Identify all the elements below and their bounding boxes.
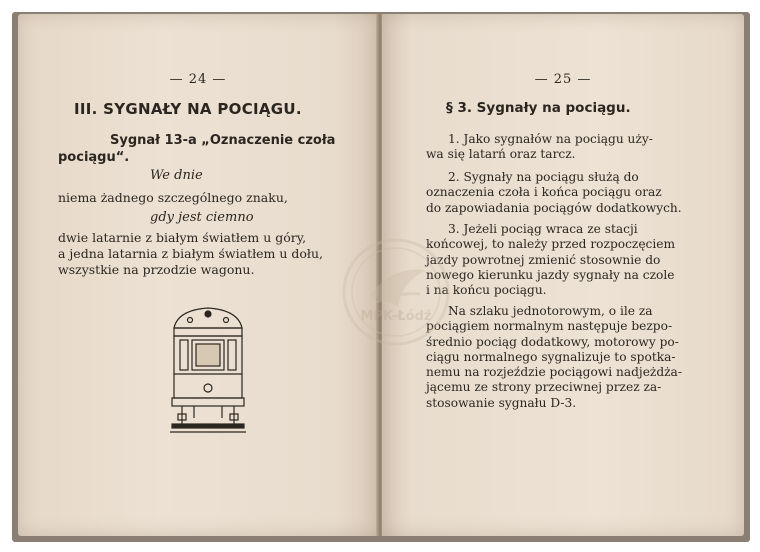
watermark-stamp bbox=[340, 236, 452, 348]
paragraph-line: 2. Sygnały na pociągu służą do bbox=[448, 170, 639, 184]
paragraph-line: nowego kierunku jazdy sygnały na czole bbox=[426, 267, 675, 282]
paragraph-2 bbox=[426, 170, 724, 216]
section-title-right: § 3. Sygnały na pociągu. bbox=[446, 100, 631, 116]
paragraph-line: jazdy powrotnej zmienić stosownie do bbox=[426, 252, 661, 267]
paragraph-line: końcowej, to należy przed rozpoczęciem bbox=[426, 237, 676, 252]
dark-text-line: wszystkie na przodzie wagonu. bbox=[58, 262, 255, 277]
paragraph-line: ciągu normalnego sygnalizuje to spotka- bbox=[426, 349, 676, 364]
page-number-left: — 24 — bbox=[169, 72, 227, 87]
paragraph-line: stosowanie sygnału D-3. bbox=[426, 395, 577, 410]
open-booklet bbox=[12, 10, 750, 542]
paragraph-1 bbox=[426, 132, 724, 163]
paragraph-line: Na szlaku jednotorowym, o ile za bbox=[448, 304, 653, 318]
section-title-left: III. SYGNAŁY NA POCIĄGU. bbox=[74, 100, 302, 118]
watermark-text: MPK-Łódź bbox=[360, 309, 432, 324]
paragraph-3 bbox=[426, 222, 724, 298]
signal-title-line-2: pociągu“. bbox=[58, 150, 130, 165]
paragraph-line: 3. Jeżeli pociąg wraca ze stacji bbox=[448, 222, 638, 236]
dark-text bbox=[58, 230, 368, 278]
paragraph-line: pociągiem normalnym następuje bezpo- bbox=[426, 319, 673, 334]
paragraph-line: średnio pociąg dodatkowy, motorowy po- bbox=[426, 334, 679, 349]
paragraph-line: nemu na rozjeździe pociągowi nadjeżdża- bbox=[426, 365, 682, 380]
paragraph-4 bbox=[426, 304, 724, 411]
dark-text-line: dwie latarnie z białym światłem u góry, bbox=[58, 230, 307, 245]
signal-title bbox=[58, 132, 358, 166]
signal-title-line-1: Sygnał 13-a „Oznaczenie czoła bbox=[110, 133, 336, 148]
left-page bbox=[18, 14, 378, 536]
day-text: niema żadnego szczególnego znaku, bbox=[58, 190, 288, 205]
paragraph-line: do zapowiadania pociągów dodatkowych. bbox=[426, 200, 682, 215]
dark-label: gdy jest ciemno bbox=[150, 210, 254, 225]
paragraph-line: wa się latarń oraz tarcz. bbox=[426, 147, 576, 162]
paragraph-line: jącemu ze strony przeciwnej przez za- bbox=[426, 380, 662, 395]
tram-front-illustration bbox=[168, 306, 248, 446]
dark-text-line: a jedna latarnia z białym światłem u dołu, bbox=[58, 246, 323, 261]
paragraph-line: 1. Jako sygnałów na pociągu uży- bbox=[448, 132, 653, 146]
day-label: We dnie bbox=[150, 168, 203, 183]
page-number-right: — 25 — bbox=[534, 72, 592, 87]
paragraph-line: i na końcu pociągu. bbox=[426, 283, 547, 298]
paragraph-line: oznaczenia czoła i końca pociągu oraz bbox=[426, 185, 662, 200]
